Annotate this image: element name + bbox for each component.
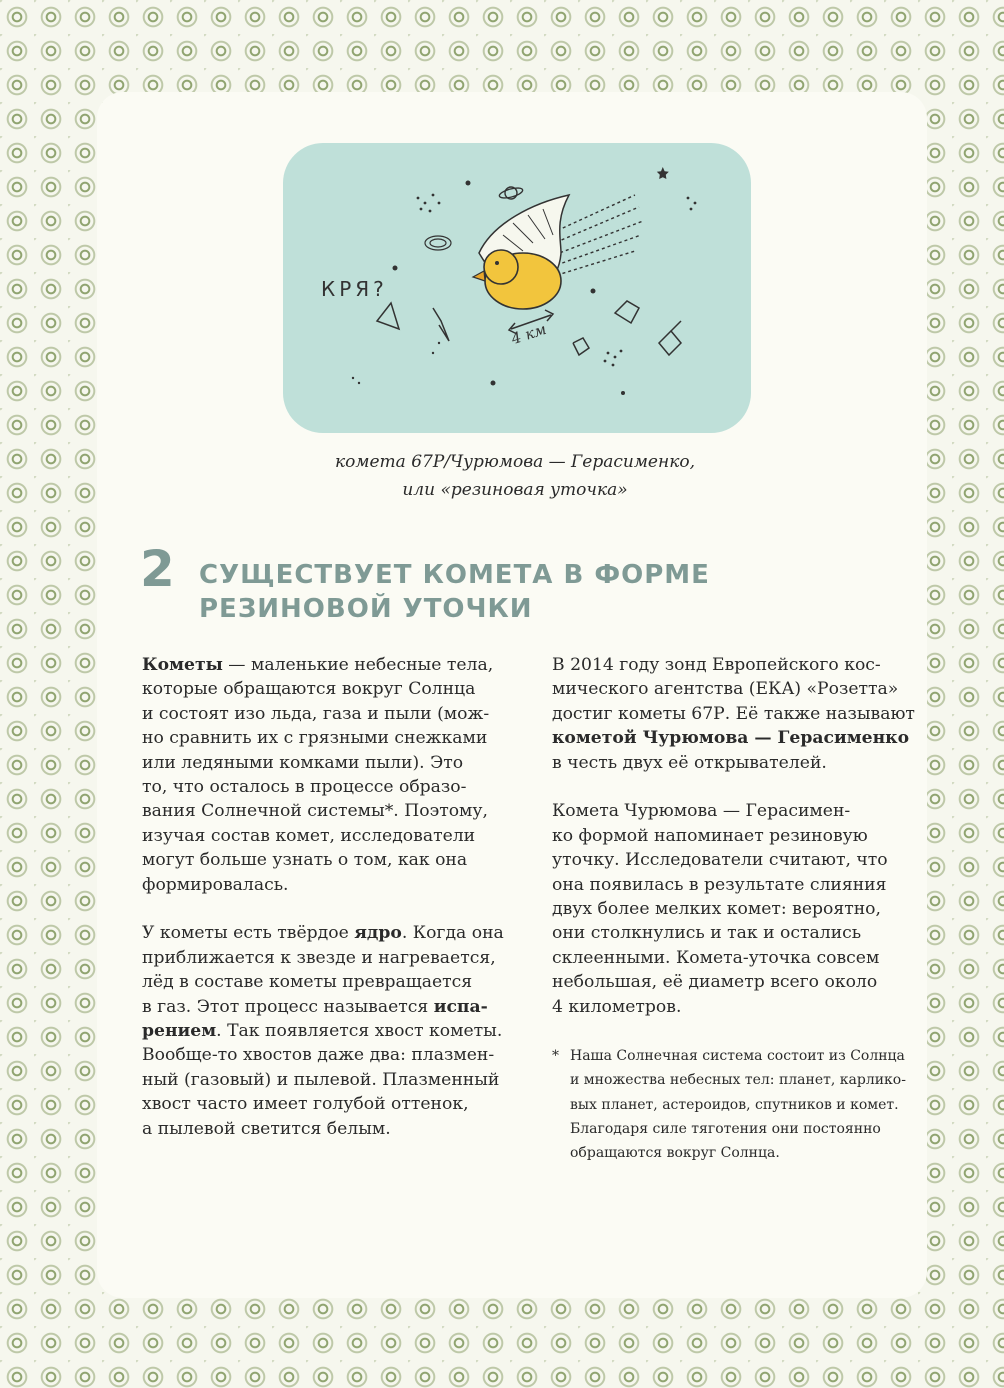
text-line: ко формой напоминает резиновую [552, 825, 868, 846]
text-line: уточку. Исследователи считают, что [552, 850, 888, 871]
section-title [199, 558, 710, 626]
duck-speech-text: КРЯ? [321, 277, 388, 301]
footnote-line: Благодаря силе тяготения они постоянно [570, 1120, 881, 1137]
term-evaporation: испа- [433, 996, 488, 1017]
text-line: хвост часто имеет голубой оттенок, [142, 1094, 469, 1115]
text-line: могут больше узнать о том, как она [142, 850, 468, 871]
text-line: формировалась. [142, 874, 289, 895]
comet-illustration [283, 143, 751, 433]
text-line [552, 726, 932, 750]
term-comet-name: кометой Чурюмова — Герасименко [552, 728, 910, 749]
footnote-line: обращаются вокруг Солнца. [570, 1145, 780, 1162]
text-line: ный (газовый) и пылевой. Плазменный [142, 1069, 500, 1090]
text-line: В 2014 году зонд Европейского кос- [552, 655, 881, 675]
text-line: приближается к звезде и нагревается, [142, 947, 496, 968]
text-line: небольшая, её диаметр всего около [552, 972, 878, 993]
term-nucleus: ядро [354, 923, 402, 944]
footnote-line: вых планет, астероидов, спутников и комет. [570, 1096, 899, 1113]
term-evaporation-cont: рением [142, 1021, 217, 1042]
text-line: Вообще-то хвостов даже два: плазмен- [142, 1045, 495, 1066]
left-column [142, 653, 522, 1141]
right-column [552, 653, 932, 1019]
text-line: то, что осталось в процессе образо- [142, 777, 467, 798]
text-line: рением. Так появляется хвост кометы. [142, 1021, 503, 1042]
text-line: лёд в составе кометы превращается [142, 972, 473, 993]
text-line: вания Солнечной системы*. Поэтому, [142, 801, 488, 822]
text-line: в газ. Этот процесс называется испа- [142, 996, 488, 1017]
text-line: они столкнулись и так и остались [552, 923, 862, 944]
footnote-line: и множества небесных тел: планет, карлико- [570, 1072, 906, 1089]
term-comets: Кометы [142, 655, 223, 675]
text-line: а пылевой светится белым. [142, 1118, 391, 1139]
illustration-caption [300, 448, 730, 504]
text-line: но сравнить их с грязными снежками [142, 728, 488, 749]
text-line: мического агентства (ЕКА) «Розетта» [552, 679, 899, 700]
text-line: или ледяными комками пыли). Это [142, 752, 464, 773]
section-title-line: СУЩЕСТВУЕТ КОМЕТА В ФОРМЕ [199, 560, 710, 590]
text-line: она появилась в результате слияния [552, 874, 887, 895]
text-line: которые обращаются вокруг Солнца [142, 679, 476, 700]
text-line: У кометы есть твёрдое ядро. Когда она [142, 923, 504, 944]
text-line: и состоят изо льда, газа и пыли (мож- [142, 703, 490, 724]
text-line: Кометы — маленькие небесные тела, [142, 655, 494, 675]
text-line: двух более мелких комет: вероятно, [552, 899, 881, 920]
footnote-marker: * [552, 1048, 559, 1064]
text-line: 4 километров. [552, 996, 682, 1017]
text-line: изучая состав комет, исследователи [142, 825, 476, 846]
footnote [552, 1044, 924, 1165]
text-line: достиг кометы 67Р. Её также называют [552, 703, 915, 724]
caption-line: или «резиновая уточка» [402, 480, 628, 500]
footnote-line: Наша Солнечная система состоит из Солнца [570, 1048, 905, 1064]
text-line: склеенными. Комета-уточка совсем [552, 947, 880, 968]
text-line: в честь двух её открывателей. [552, 752, 827, 773]
size-label: 4 км [509, 319, 549, 349]
section-title-line: РЕЗИНОВОЙ УТОЧКИ [199, 594, 533, 624]
caption-line: комета 67Р/Чурюмова — Герасименко, [335, 452, 695, 472]
text-line: Комета Чурюмова — Герасимен- [552, 801, 851, 822]
section-number: 2 [140, 540, 175, 598]
